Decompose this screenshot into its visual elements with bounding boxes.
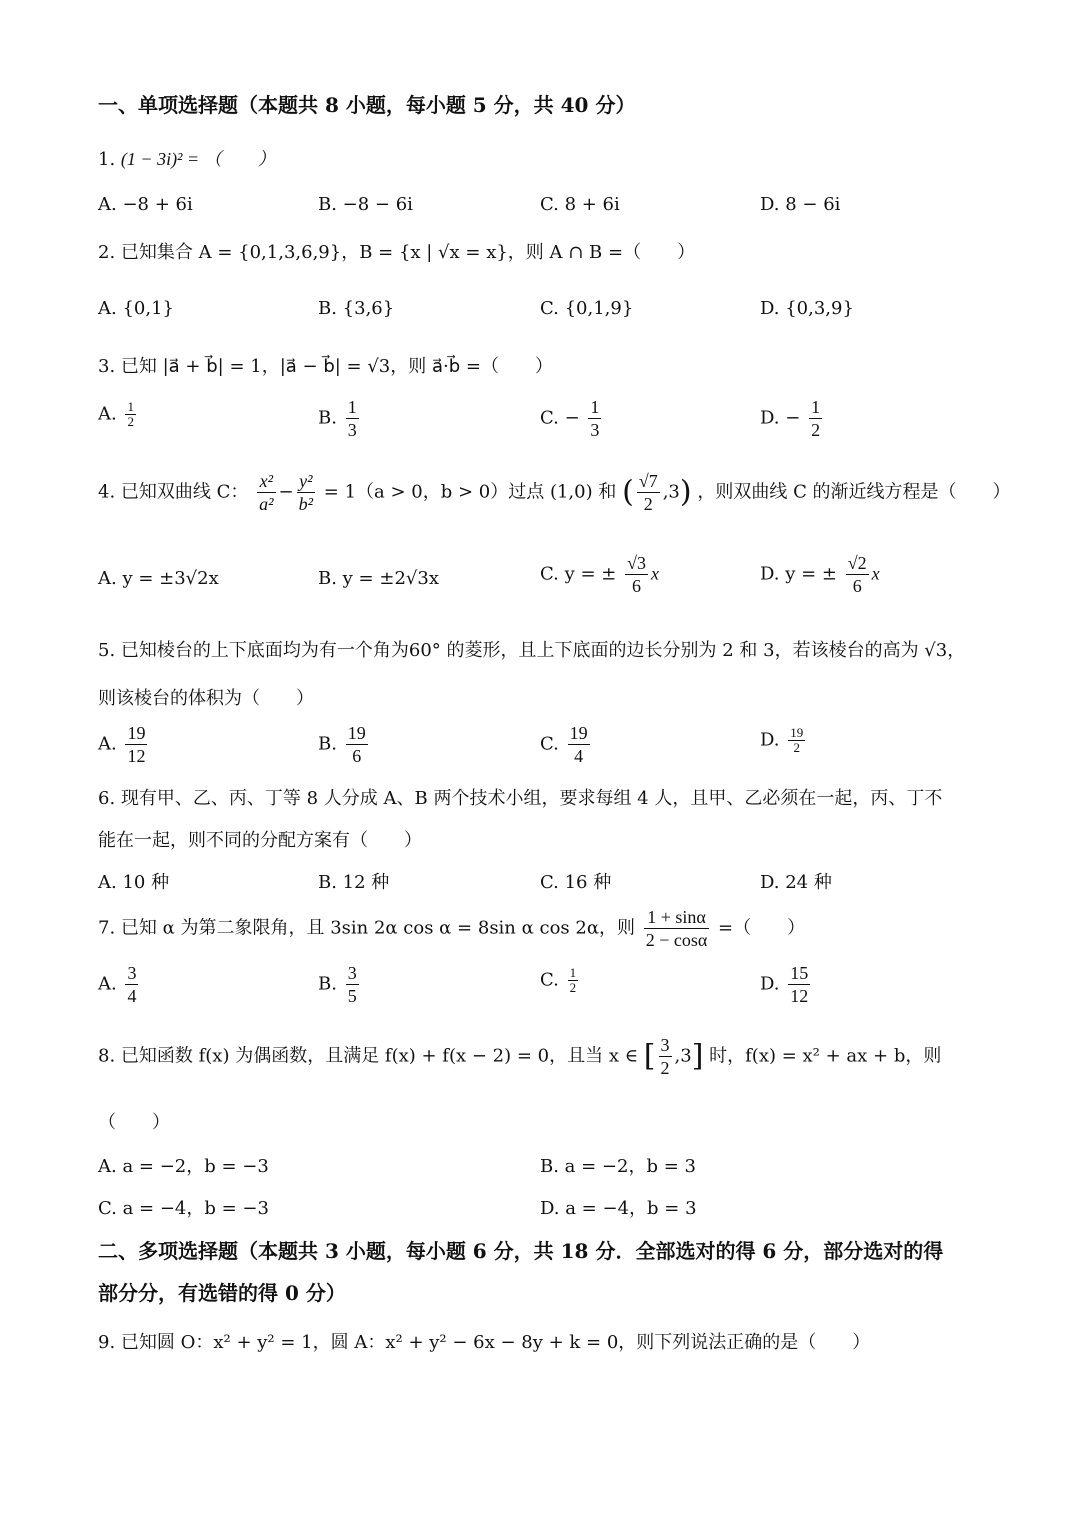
denominator: 3 <box>347 420 357 440</box>
numerator: 19 <box>347 723 366 743</box>
q5-option-d-fraction <box>788 726 805 755</box>
q4-option-d-x: x <box>871 563 880 584</box>
denominator: b² <box>298 494 314 514</box>
numerator: 15 <box>790 963 809 983</box>
q6-option-b[interactable]: B. 12 种 <box>318 872 390 893</box>
q5-option-c[interactable] <box>540 722 593 767</box>
q4-stem-a: 4. 已知双曲线 C： <box>98 481 249 503</box>
q8-stem-b: 时，f(x) = x² + ax + b，则 <box>709 1045 942 1067</box>
q3-option-b-fraction <box>346 396 359 441</box>
q7-option-a[interactable] <box>98 962 141 1007</box>
q8-interval-fraction <box>659 1034 672 1079</box>
q7-option-a-label: A. <box>98 973 117 995</box>
q4-option-d[interactable] <box>760 552 880 597</box>
q4-stem: 4. 已知双曲线 C： $\frac{\text{x²}}{\text{a²}}$ − $\frac{\text{y²}}{\text{b²}}$ = 1（a > 0，b > 0）过点 (1,0) 和 ( $\frac{√7}{2}$ ,3) ，则双曲线 C 的渐近线方程是（ ） <box>98 471 1011 514</box>
q1-option-b[interactable]: B. −8 − 6i <box>318 194 413 215</box>
numerator: 19 <box>790 725 804 740</box>
q6-stem-1: 6. 现有甲、乙、丙、丁等 8 人分成 A、B 两个技术小组，要求每组 4 人，且甲、乙必须在一起，丙、丁不 <box>98 788 943 809</box>
numerator: 19 <box>569 723 588 743</box>
q7-option-b-fraction <box>346 962 359 1007</box>
numerator: 19 <box>127 723 146 743</box>
q7-option-b-label: B. <box>318 973 337 995</box>
q5-option-a-fraction <box>125 722 147 767</box>
section2-title-2: 部分分，有选错的得 0 分） <box>98 1281 346 1305</box>
numerator: √7 <box>638 471 658 491</box>
q8-stem-a: 8. 已知函数 f(x) 为偶函数，且满足 f(x) + f(x − 2) = 0，且当 x ∈ <box>98 1045 639 1067</box>
q5-option-b-label: B. <box>318 733 337 755</box>
q2-option-b[interactable]: B. {3,6} <box>318 298 395 319</box>
q8-interval-tail: ,3 <box>674 1045 692 1067</box>
q3-stem: 3. 已知 |a⃗ + b⃗| = 1，|a⃗ − b⃗| = √3，则 a⃗·b⃗ =（ ） <box>98 356 553 377</box>
denominator: 12 <box>127 746 146 766</box>
section2-title-1: 二、多项选择题（本题共 3 小题，每小题 6 分，共 18 分．全部选对的得 6 分，部分选对的得 <box>98 1239 944 1263</box>
q6-stem-2: 能在一起，则不同的分配方案有（ ） <box>98 830 422 851</box>
numerator: 1 <box>127 399 134 414</box>
q3-option-d-label: D. − <box>760 407 801 429</box>
q8-option-c[interactable]: C. a = −4，b = −3 <box>98 1198 269 1219</box>
numerator: 1 <box>590 397 600 417</box>
denominator: 2 − cosα <box>645 930 708 950</box>
denominator: 3 <box>590 420 600 440</box>
q4-option-c-x: x <box>650 563 659 584</box>
q3-option-d[interactable] <box>760 396 825 441</box>
q7-option-b[interactable] <box>318 962 362 1007</box>
q7-option-d-fraction <box>788 962 810 1007</box>
q5-stem-1: 5. 已知棱台的上下底面均为有一个角为60° 的菱形，且上下底面的边长分别为 2 和 3，若该棱台的高为 √3， <box>98 640 966 661</box>
numerator: √2 <box>847 553 867 573</box>
q8-paren: （ ） <box>98 1112 170 1133</box>
q8-option-d[interactable]: D. a = −4，b = 3 <box>540 1198 697 1219</box>
denominator: a² <box>259 494 274 514</box>
q5-option-c-label: C. <box>540 733 559 755</box>
q4-option-c[interactable] <box>540 552 659 597</box>
q7-option-c[interactable] <box>540 966 581 995</box>
q2-option-d[interactable]: D. {0,3,9} <box>760 298 854 319</box>
denominator: 6 <box>352 746 362 766</box>
q7-option-a-fraction <box>125 962 138 1007</box>
q5-option-a[interactable] <box>98 722 150 767</box>
numerator: 3 <box>660 1035 670 1055</box>
numerator: 1 + sinα <box>644 906 710 929</box>
q8-option-b[interactable]: B. a = −2，b = 3 <box>540 1156 696 1177</box>
q8-stem: 8. 已知函数 f(x) 为偶函数，且满足 f(x) + f(x − 2) = 0，且当 x ∈ [ $\frac{3}{2}$ ,3] 时，f(x) = x² + ax + b，则 <box>98 1035 942 1078</box>
section1-title: 一、单项选择题（本题共 8 小题，每小题 5 分，共 40 分） <box>98 93 636 117</box>
denominator: 2 <box>660 1058 670 1078</box>
q1-option-d[interactable]: D. 8 − 6i <box>760 194 841 215</box>
denominator: 2 <box>569 980 577 995</box>
q5-option-d[interactable] <box>760 726 808 755</box>
q4-point-tail: ,3 <box>662 481 680 503</box>
denominator: 2 <box>793 740 800 755</box>
q4-option-d-label: D. y = ± <box>760 563 838 585</box>
q3-option-c[interactable] <box>540 396 604 441</box>
q3-option-a[interactable] <box>98 400 139 429</box>
q7-fraction <box>644 906 710 951</box>
q6-option-c[interactable]: C. 16 种 <box>540 872 612 893</box>
denominator: 12 <box>790 986 809 1006</box>
q5-stem-2: 则该棱台的体积为（ ） <box>98 688 314 709</box>
q7-option-c-label: C. <box>540 969 559 991</box>
q4-frac-x <box>257 470 275 515</box>
q7-option-d[interactable] <box>760 962 813 1007</box>
q3-option-a-label: A. <box>98 403 117 425</box>
q4-frac-y <box>297 470 315 515</box>
denominator: 2 <box>127 414 134 429</box>
q4-option-b[interactable]: B. y = ±2√3x <box>318 568 439 589</box>
q4-stem-c: ，则双曲线 C 的渐近线方程是（ ） <box>697 481 1011 503</box>
q1-option-c[interactable]: C. 8 + 6i <box>540 194 620 215</box>
q7-option-d-label: D. <box>760 973 780 995</box>
q3-option-b-label: B. <box>318 407 337 429</box>
q1-expr: (1 − 3i)² = （ ） <box>120 149 276 169</box>
q7-stem-b: =（ ） <box>718 917 806 939</box>
q4-point-fraction <box>637 470 660 515</box>
q1-number: 1. <box>98 149 116 170</box>
numerator: 1 <box>811 397 821 417</box>
q3-option-d-fraction <box>809 396 822 441</box>
numerator: √3 <box>627 553 646 573</box>
q6-option-a[interactable]: A. 10 种 <box>98 872 170 893</box>
numerator: y² <box>297 470 315 493</box>
numerator: x² <box>257 470 275 493</box>
q4-option-c-label: C. y = ± <box>540 563 617 585</box>
numerator: 3 <box>127 963 137 983</box>
q7-option-c-fraction <box>568 966 579 995</box>
q3-option-c-fraction <box>588 396 601 441</box>
q6-option-d[interactable]: D. 24 种 <box>760 872 832 893</box>
numerator: 1 <box>347 397 357 417</box>
denominator: 2 <box>643 494 653 514</box>
q8-option-a[interactable]: A. a = −2，b = −3 <box>98 1156 269 1177</box>
q5-option-b-fraction <box>346 722 368 767</box>
q7-stem <box>98 906 805 951</box>
q5-option-b[interactable] <box>318 722 371 767</box>
q3-option-c-label: C. − <box>540 407 580 429</box>
denominator: 2 <box>811 420 821 440</box>
q3-option-b[interactable] <box>318 396 362 441</box>
q4-option-c-fraction <box>625 552 648 597</box>
q5-option-d-label: D. <box>760 729 780 751</box>
denominator: 4 <box>127 986 137 1006</box>
q5-option-c-fraction <box>568 722 590 767</box>
denominator: 6 <box>632 576 642 596</box>
q3-option-a-fraction <box>125 400 136 429</box>
q1-option-a[interactable]: A. −8 + 6i <box>98 194 193 215</box>
denominator: 4 <box>574 746 584 766</box>
denominator: 6 <box>852 576 862 596</box>
numerator: 1 <box>569 965 577 980</box>
q2-stem: 2. 已知集合 A = {0,1,3,6,9}，B = {x | √x = x}，则 A ∩ B =（ ） <box>98 242 696 263</box>
q4-option-a[interactable]: A. y = ±3√2x <box>98 568 219 589</box>
numerator: 3 <box>347 963 357 983</box>
q2-option-a[interactable]: A. {0,1} <box>98 298 174 319</box>
q5-option-a-label: A. <box>98 733 117 755</box>
q7-stem-a: 7. 已知 α 为第二象限角，且 3sin 2α cos α = 8sin α cos 2α，则 <box>98 917 635 939</box>
q2-option-c[interactable]: C. {0,1,9} <box>540 298 634 319</box>
q1-stem <box>98 146 276 173</box>
q4-stem-b: = 1（a > 0，b > 0）过点 (1,0) 和 <box>323 481 617 503</box>
denominator: 5 <box>347 986 357 1006</box>
q9-stem: 9. 已知圆 O：x² + y² = 1，圆 A：x² + y² − 6x − 8y + k = 0，则下列说法正确的是（ ） <box>98 1332 871 1353</box>
q4-option-d-fraction <box>846 552 869 597</box>
